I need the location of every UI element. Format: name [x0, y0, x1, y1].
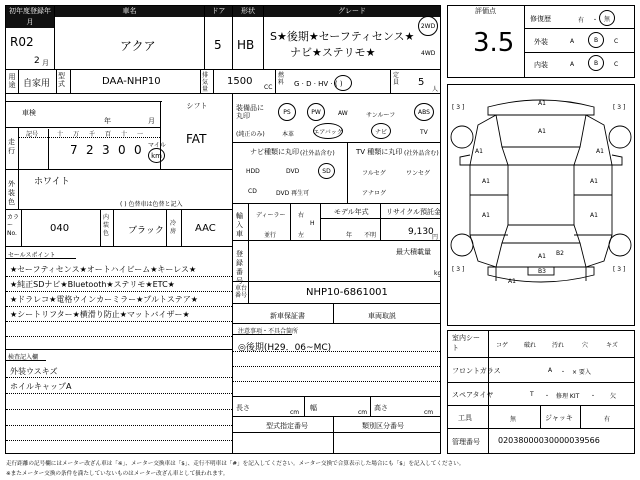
warranty-manual: 車両取説 [368, 312, 396, 320]
navi-cd: CD [248, 188, 257, 195]
ac-label: 冷房 [170, 220, 177, 235]
max-load-label: 最大積載量 [396, 248, 431, 256]
exterior-color-label: 外装色 [8, 180, 15, 206]
import-label: 輸入車 [236, 212, 243, 238]
recycle-label: リサイクル預託金 [386, 208, 442, 216]
sales-point-line-3: ★ドラレコ★電格ウインカーミラー★プルトステア★ [10, 295, 198, 304]
grade-label: グレード [264, 6, 440, 17]
mileage-unit-10man: 十 [57, 131, 64, 138]
repair-yes: 有 [578, 17, 585, 24]
car-name-label: 車名 [55, 6, 204, 17]
shape-label: 形状 [233, 6, 263, 17]
management-value: 02038000030000039566 [498, 436, 600, 445]
equipment-label: 装備品に丸印 [236, 104, 264, 120]
import-h: H [310, 220, 315, 227]
capacity-value: 5 [418, 77, 425, 88]
first-reg-month: 2 [34, 56, 40, 66]
persons-unit: 人 [432, 86, 439, 93]
mileage-digit-4: 0 [118, 143, 126, 157]
diag-bracket-3: [ 3 ] [452, 266, 465, 273]
front-glass-label: フロントガラス [452, 367, 501, 375]
seat-item-kizu: キズ [606, 342, 618, 349]
spare-tire-missing: 欠 [610, 393, 617, 400]
equipment-pw-circle: PW [307, 103, 325, 121]
spare-tire-label: スペアタイヤ [452, 391, 494, 399]
equipment-aw: AW [338, 110, 348, 117]
jack-label: ジャッキ [545, 414, 573, 422]
exterior-grade-a: A [570, 38, 575, 45]
model-year-unknown: 不明 [364, 232, 377, 239]
navi-types-note: (社外品含む) [300, 150, 335, 157]
score-label: 評価点 [448, 6, 523, 17]
class-number-label: 類別区分番号 [362, 422, 404, 430]
equipment-leather: 本革 [282, 131, 295, 138]
import-parallel: 並行 [264, 232, 277, 239]
fuel-label: 燃料 [278, 72, 285, 86]
use-label: 用途 [8, 73, 16, 89]
equipment-ps-circle: PS [278, 103, 296, 121]
reg-no-label: 登録番号 [236, 250, 243, 285]
width-cm: cm [358, 409, 368, 416]
length-cm: cm [290, 409, 300, 416]
doors-label: ドア [205, 6, 232, 17]
diag-a1-hood: A1 [538, 128, 546, 135]
equipment-airbag-circle: エアバッグ [313, 123, 343, 139]
mileage-digit-3: 3 [102, 143, 110, 157]
interior-grade-label: 内装 [534, 61, 548, 69]
height-label: 高さ [374, 404, 388, 412]
navi-dvd: DVD [286, 168, 300, 175]
doors: 5 [214, 38, 222, 52]
mileage-label: 走行 [8, 138, 15, 155]
navi-types-label: ナビ種類に丸印 [250, 148, 299, 156]
exterior-color-note: ( ) 色替車は色替と記入 [120, 201, 183, 208]
diag-a1-lf1: A1 [475, 148, 483, 155]
type-number-label: 型式指定番号 [266, 422, 308, 430]
diag-a1-lr: A1 [482, 212, 490, 219]
diag-bracket-2: [ 3 ] [613, 104, 626, 111]
mileage-mile: マイル [148, 142, 166, 149]
use-value: 自家用 [23, 79, 51, 89]
fuel-options: G · D · HV · ( ) [294, 80, 343, 88]
seat-item-yogore: 汚れ [552, 342, 565, 349]
management-label: 管理番号 [452, 438, 480, 446]
color-no-label: カラー No. [7, 214, 20, 237]
mileage-unit-ichi: 一 [137, 131, 144, 138]
exterior-grade-b-circle: B [588, 32, 604, 48]
interior-color-value: ブラック [128, 226, 164, 236]
length-label: 長さ [236, 404, 250, 412]
diag-a1-rf1: A1 [596, 148, 604, 155]
import-left: 左 [298, 232, 305, 239]
color-no-value: 040 [50, 223, 70, 234]
model-label: 型式 [58, 72, 65, 88]
front-glass-x: × 要入 [572, 369, 591, 376]
diag-b2: B2 [556, 250, 564, 257]
car-damage-diagram [448, 85, 634, 325]
model-value: DAA-NHP10 [102, 76, 161, 87]
recycle-yen: 円 [432, 234, 439, 241]
score-value: 3.5 [473, 28, 515, 58]
inspection-year-unit: 年 [104, 117, 111, 125]
drive-4wd: 4WD [421, 50, 436, 57]
tv-types-note: (社外品含む) [404, 150, 439, 157]
navi-hdd: HDD [246, 168, 260, 175]
interior-seat-label: 室内シート [452, 334, 480, 352]
diag-a1-front: A1 [538, 100, 546, 107]
car-name: アクア [120, 39, 156, 53]
cc-unit: CC [264, 84, 273, 91]
first-reg-month-unit: 月 [42, 59, 49, 67]
shape: HB [237, 38, 255, 52]
exterior-grade-c: C [614, 38, 619, 45]
spare-tire-t: T [530, 391, 534, 398]
spare-tire-kit: 修理 KIT [556, 393, 580, 400]
mileage-unit-ju: 十 [121, 131, 128, 138]
drive-2wd-circle: 2WD [418, 16, 438, 36]
interior-grade-b-circle: B [588, 55, 604, 71]
capacity-label: 定員 [393, 72, 400, 86]
jack-value: 有 [604, 416, 611, 423]
exterior-grade-label: 外装 [534, 38, 548, 46]
mileage-digit-2: 2 [86, 143, 94, 157]
grade-line1: S★後期★セーフティセンス★ [270, 30, 415, 43]
equipment-navi-circle: ナビ [371, 123, 391, 139]
navi-sd-circle: SD [318, 163, 335, 179]
front-glass-a: A [548, 367, 553, 374]
mileage-unit-sym: 記号 [26, 131, 39, 138]
sales-point-line-2: ★純正SDナビ★Bluetooth★ステリモ★ETC★ [10, 280, 175, 289]
inspection-label: 車検 [22, 109, 36, 117]
shift-value: FAT [186, 132, 207, 146]
mileage-km-circle: km [148, 148, 165, 163]
diag-a1-rr: A1 [590, 212, 598, 219]
diag-a1-lf2: A1 [482, 178, 490, 185]
tools-none: 無 [510, 416, 517, 423]
diag-b3: B3 [538, 268, 546, 275]
inspection-month-unit: 月 [148, 117, 155, 125]
import-dealer: ディーラー [256, 212, 286, 219]
navi-dvd-play: DVD 再生可 [276, 190, 310, 197]
diag-bracket-4: [ 3 ] [613, 266, 626, 273]
fuel-hv-circle [334, 75, 352, 91]
interior-grade-c: C [614, 61, 619, 68]
interior-grade-a: A [570, 61, 575, 68]
mileage-digit-1: 7 [70, 143, 78, 157]
seat-item-yabure: 破れ [524, 342, 537, 349]
max-load-kg: kg [434, 270, 442, 277]
diag-a1-rb: A1 [508, 278, 516, 285]
equipment-abs-circle: ABS [414, 103, 434, 121]
first-reg-year: R02 [10, 35, 34, 49]
equipment-note: (純正のみ) [236, 131, 265, 138]
seat-item-koge: コゲ [496, 342, 509, 349]
ac-value: AAC [195, 223, 216, 234]
width-label: 幅 [310, 404, 317, 412]
notes-label: 注意事項・不具合箇所 [238, 328, 299, 335]
equipment-sunroof: サンルーフ [366, 112, 396, 119]
tv-types-label: TV 種類に丸印 [356, 148, 403, 156]
mileage-digit-5: 0 [134, 143, 142, 157]
first-reg-label: 初年度登録年月 [6, 6, 54, 28]
inspector-line-2: ホイルキャップA [10, 382, 72, 391]
seat-item-ana: 穴 [582, 342, 589, 349]
warranty-new-car: 新車保証書 [270, 312, 305, 320]
diag-bracket-1: [ 3 ] [452, 104, 465, 111]
footer-line-2: ※またメーター交換の条件を満たしていないものはメーター改ざん車として扱われます。 [6, 471, 229, 477]
diag-a1-trunk: A1 [538, 253, 546, 260]
displacement-value: 1500 [227, 76, 253, 87]
chassis-value: NHP10-6861001 [306, 287, 388, 298]
mileage-unit-man: 万 [73, 131, 80, 138]
import-right: 右 [298, 212, 305, 219]
model-year-label: モデル年式 [334, 208, 369, 216]
displacement-label: 排気量 [202, 72, 209, 93]
shift-label: シフト [162, 101, 232, 112]
inspector-label: 検査記入欄 [8, 354, 39, 361]
recycle-value: 9,130 [408, 227, 434, 237]
sales-point-line-1: ★セーフティセンス★オートハイビーム★キーレス★ [10, 265, 197, 274]
repair-no-circle: 無 [599, 10, 615, 26]
height-cm: cm [424, 409, 434, 416]
footer-line-1: 走行距離の記号欄にはメーター改ざん車は「※」、メーター交換車は「$」、走行不明車は「#」を記入してください。メーター交換で合算表示した場合にも「$」を記入してください。 [6, 461, 465, 467]
sales-points-label: セールスポイント [8, 252, 56, 259]
mileage-unit-hyaku: 百 [105, 131, 112, 138]
repair-label: 修復歴 [530, 15, 551, 23]
inspector-line-1: 外装ウスキズ [10, 367, 58, 376]
mileage-unit-sen: 千 [89, 131, 96, 138]
tv-fullseg: フルセグ [362, 170, 386, 177]
model-year-unit: 年 [346, 232, 353, 239]
interior-color-label: 内装色 [103, 214, 110, 237]
tools-label: 工具 [458, 414, 472, 422]
grade-line2: ナビ★ステリモ★ [290, 46, 376, 59]
diag-a1-rf2: A1 [590, 178, 598, 185]
notes-value: ◎後期(H29．06~MC) [238, 343, 332, 353]
chassis-label: 車台番号 [235, 285, 248, 299]
sales-point-line-4: ★シートリフター★横滑り防止★マットバイザー★ [10, 310, 190, 319]
exterior-color-value: ホワイト [34, 177, 70, 187]
equipment-tv: TV [420, 129, 428, 136]
tv-analog: アナログ [362, 190, 387, 197]
tv-oneseg: ワンセグ [406, 170, 431, 177]
